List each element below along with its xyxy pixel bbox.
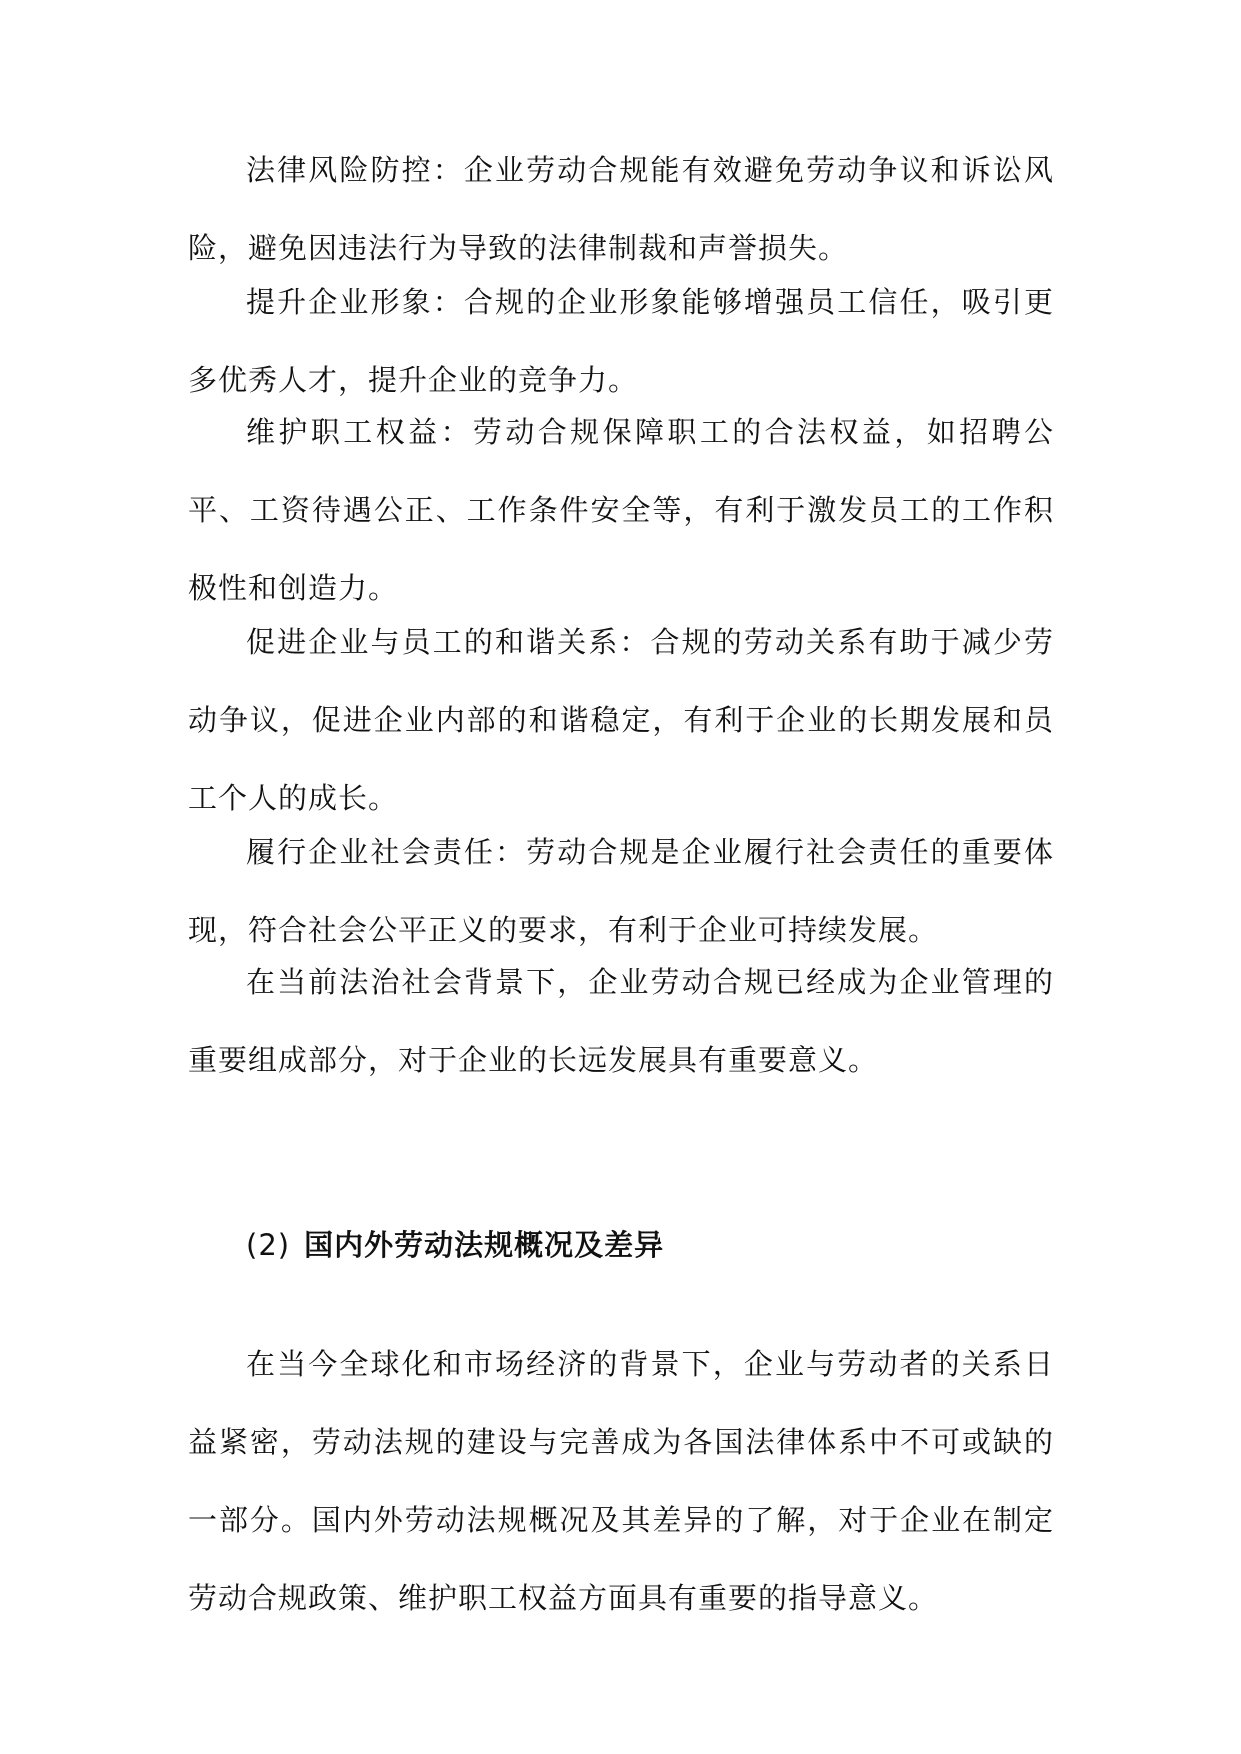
paragraph-harmonious-relations: 促进企业与员工的和谐关系：合规的劳动关系有助于减少劳动争议，促进企业内部的和谐稳定，有利于企业的长期发展和员工个人的成长。 [188, 625, 1054, 815]
paragraph-social-responsibility: 履行企业社会责任：劳动合规是企业履行社会责任的重要体现，符合社会公平正义的要求，有利于企业可持续发展。 [188, 835, 1054, 947]
paragraph-employee-rights: 维护职工权益：劳动合规保障职工的合法权益，如招聘公平、工资待遇公正、工作条件安全等，有利于激发员工的工作积极性和创造力。 [188, 415, 1054, 605]
paragraph-legal-risk: 法律风险防控：企业劳动合规能有效避免劳动争议和诉讼风险，避免因违法行为导致的法律制裁和声誉损失。 [188, 153, 1054, 265]
section-number: (2) [246, 1228, 291, 1262]
section-title: 国内外劳动法规概况及差异 [304, 1228, 665, 1262]
paragraph-globalization: 在当今全球化和市场经济的背景下，企业与劳动者的关系日益紧密，劳动法规的建设与完善成为各国法律体系中不可或缺的一部分。国内外劳动法规概况及其差异的了解，对于企业在制定劳动合规政策、维护职工权益方面具有重要的指导意义。 [188, 1347, 1054, 1615]
paragraph-conclusion: 在当前法治社会背景下，企业劳动合规已经成为企业管理的重要组成部分，对于企业的长远发展具有重要意义。 [188, 965, 1054, 1077]
paragraph-corporate-image: 提升企业形象：合规的企业形象能够增强员工信任，吸引更多优秀人才，提升企业的竞争力。 [188, 285, 1054, 397]
section-heading [246, 1225, 664, 1265]
